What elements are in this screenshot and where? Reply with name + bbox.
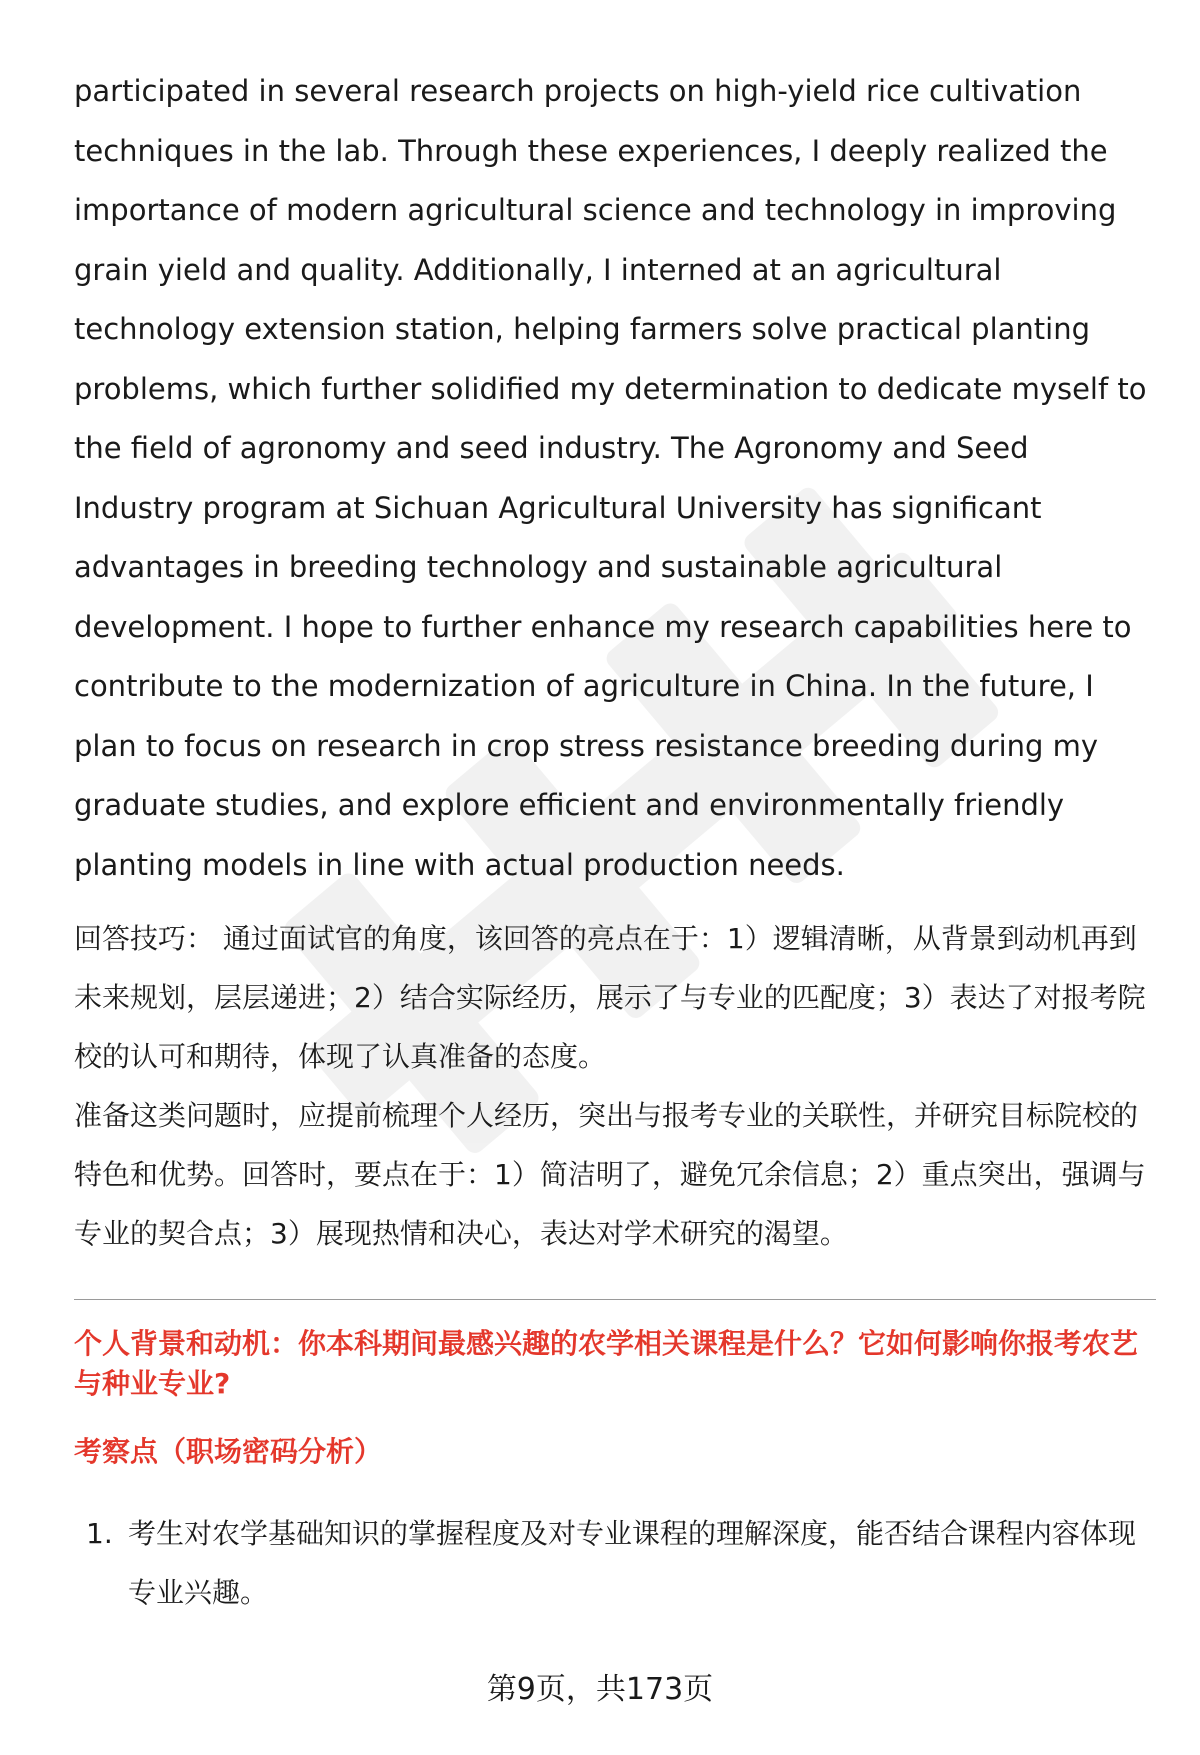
section-divider: [74, 1299, 1156, 1300]
page-content: [74, 62, 1154, 1622]
question-heading: 个人背景和动机：你本科期间最感兴趣的农学相关课程是什么？它如何影响你报考农艺与种业专业?: [74, 1327, 1139, 1400]
answer-tips-paragraph: 回答技巧： 通过面试官的角度，该回答的亮点在于：1）逻辑清晰，从背景到动机再到未来规划，层层递进；2）结合实际经历，展示了与专业的匹配度；3）表达了对报考院校的认可和期待，体现了认真准备的态度。: [74, 922, 1146, 1073]
preparation-paragraph: 准备这类问题时，应提前梳理个人经历，突出与报考专业的关联性，并研究目标院校的特色和优势。回答时，要点在于：1）简洁明了，避免冗余信息；2）重点突出，强调与专业的契合点；3）展现热情和决心，表达对学术研究的渴望。: [74, 1099, 1146, 1250]
assessment-points-heading: 考察点（职场密码分析）: [74, 1435, 383, 1468]
page-number-footer: 第9页，共173页: [486, 1672, 714, 1707]
list-item-number: 1.: [86, 1517, 113, 1550]
assessment-points-list: [74, 1504, 1154, 1622]
essay-paragraph: participated in several research projects on high-yield rice cultivation techniques in the lab. Through these experiences, I deeply realized the importance of modern agricultural science and technology in improving grain yield and quality. Additionally, I interned at an agricultural technology extension station, helping farmers solve practical planting problems, which further solidified my determination to dedicate myself to the field of agronomy and seed industry. The Agronomy and Seed Industry program at Sichuan Agricultural University has significant advantages in breeding technology and sustainable agricultural development. I hope to further enhance my research capabilities here to contribute to the modernization of agriculture in China. In the future, I plan to focus on research in crop stress resistance breeding during my graduate studies, and explore efficient and environmentally friendly planting models in line with actual production needs.: [74, 74, 1147, 882]
list-item: [74, 1504, 1154, 1622]
list-item-text: 考生对农学基础知识的掌握程度及对专业课程的理解深度，能否结合课程内容体现专业兴趣。: [128, 1517, 1137, 1609]
